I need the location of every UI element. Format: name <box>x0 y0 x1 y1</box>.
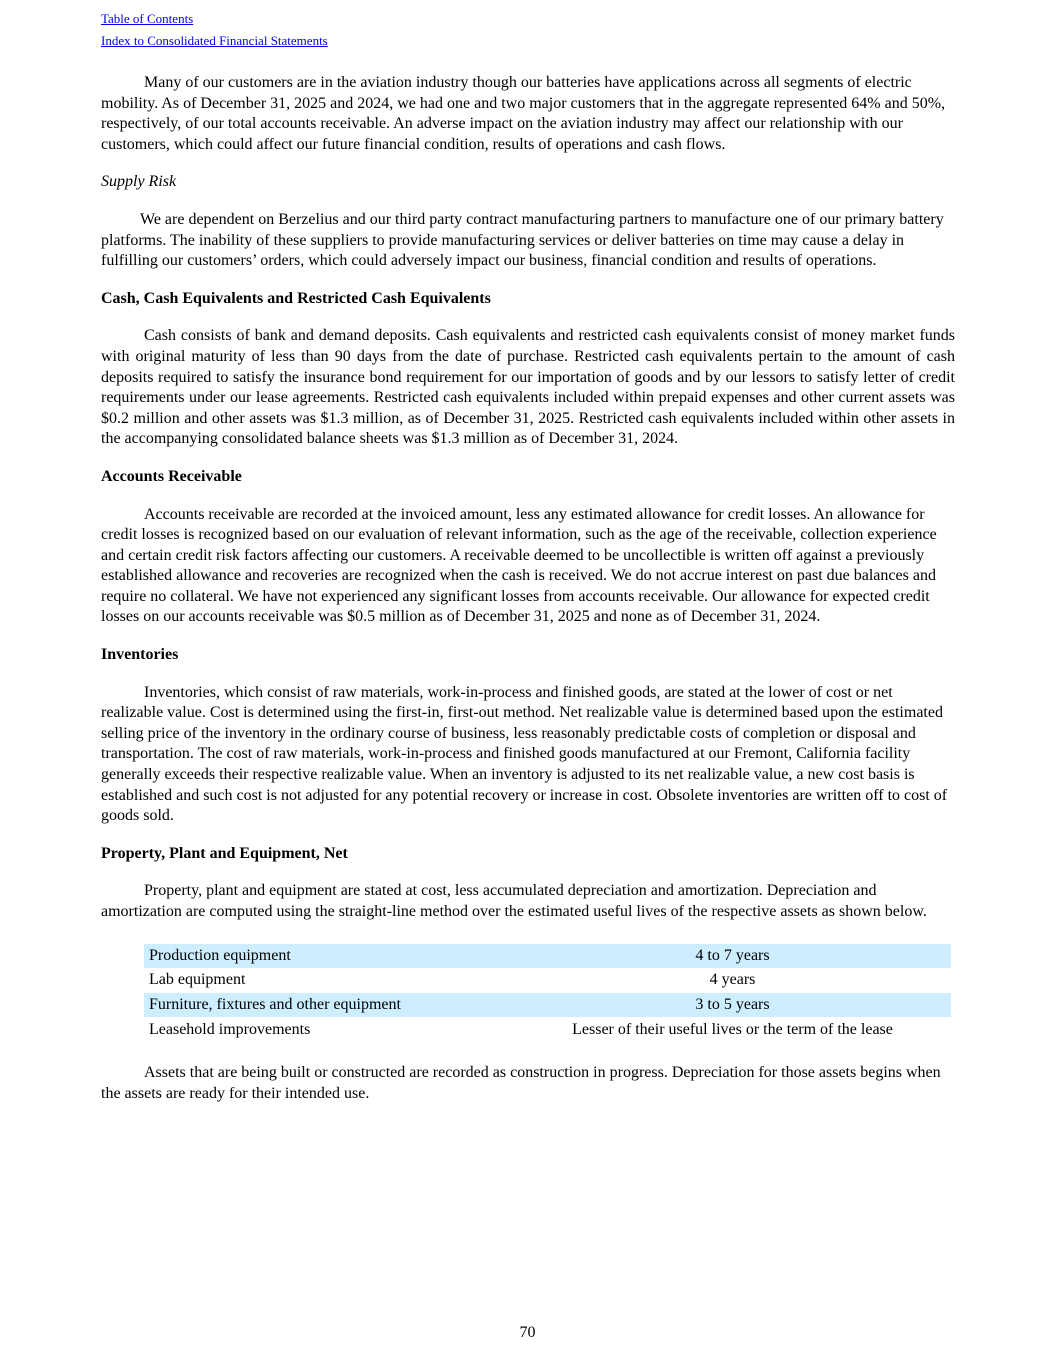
table-row <box>144 993 951 1018</box>
navigation-links <box>101 0 955 52</box>
useful-life-cell: 3 to 5 years <box>514 993 951 1018</box>
cash-heading: Cash, Cash Equivalents and Restricted Cash Equivalents <box>101 289 491 307</box>
asset-class-cell: Production equipment <box>144 944 514 969</box>
inventories-paragraph: Inventories, which consist of raw materials, work-in-process and finished goods, are stated at the lower of cost or net realizable value. Cost is determined using the first-in, first-out method. Net realizable value is determined based upon the estimated selling price of the inventory in the ordinary course of business, less reasonably predictable costs of completion or disposal and transportation. The cost of raw materials, work-in-process and finished goods manufactured at our Fremont, California facility generally exceeds their respective realizable value. When an inventory is adjusted to its net realizable value, a new cost basis is established and such cost is not adjusted for any potential recovery or increase in cost. Obsolete inventories are written off to cost of goods sold. <box>101 683 948 825</box>
concentration-paragraph: Many of our customers are in the aviation industry though our batteries have applications across all segments of electric mobility. As of December 31, 2025 and 2024, we had one and two major customers that in the aggregate represented 64% and 50%, respectively, of our total accounts receivable. An adverse impact on the aviation industry may affect our relationship with our customers, which could affect our future financial condition, results of operations and cash flows. <box>101 74 946 153</box>
useful-life-cell: Lesser of their useful lives or the term of the lease <box>572 1020 893 1038</box>
asset-class-cell: Furniture, fixtures and other equipment <box>144 993 514 1018</box>
useful-lives-table-wrapper <box>101 944 955 1042</box>
accounts-receivable-heading: Accounts Receivable <box>101 467 242 485</box>
table-row <box>144 944 951 969</box>
ppe-heading: Property, Plant and Equipment, Net <box>101 844 348 862</box>
asset-class-cell: Lab equipment <box>149 971 246 989</box>
document-page <box>101 0 955 1104</box>
inventories-heading: Inventories <box>101 646 179 664</box>
index-to-financial-statements-link[interactable]: Index to Consolidated Financial Statements <box>101 33 328 48</box>
useful-lives-table <box>144 944 951 1042</box>
construction-in-progress-paragraph: Assets that are being built or constructed are recorded as construction in progress. Depreciation for those assets begins when the assets are ready for their intended use. <box>101 1063 941 1102</box>
table-of-contents-link[interactable]: Table of Contents <box>101 11 194 26</box>
table-row <box>144 968 951 993</box>
accounts-receivable-paragraph: Accounts receivable are recorded at the invoiced amount, less any estimated allowance for credit losses. An allowance for credit losses is recognized based on our evaluation of relevant information, such as the age of the receivable, collection experience and certain credit risk factors affecting our customers. A receivable deemed to be uncollectible is written off against a previously established allowance and recoveries are recognized when the cash is received. We do not accrue interest on past due balances and require no collateral. We have not experienced any significant losses from accounts receivable. Our allowance for expected credit losses on our accounts receivable was $0.5 million as of December 31, 2025 and none as of December 31, 2024. <box>101 505 937 626</box>
ppe-paragraph: Property, plant and equipment are stated at cost, less accumulated depreciation and amortization. Depreciation and amortization are computed using the straight-line method over the estimated useful lives of the respective assets as shown below. <box>101 882 927 920</box>
cash-paragraph: Cash consists of bank and demand deposits. Cash equivalents and restricted cash equivalents consist of money market funds with original maturity of less than 90 days from the date of purchase. Restricted cash equivalents pertain to the amount of cash deposits required to satisfy the insurance bond requirement for our importation of goods and by our lessors to satisfy letter of credit requirements under our lease agreements. Restricted cash equivalents included within prepaid expenses and other current assets was $0.2 million and other assets was $1.3 million, as of December 31, 2025. Restricted cash equivalents included within other assets in the accompanying consolidated balance sheets was $1.3 million as of December 31, 2024. <box>101 327 955 448</box>
supply-risk-heading: Supply Risk <box>101 173 177 191</box>
useful-life-cell: 4 to 7 years <box>514 944 951 969</box>
supply-risk-paragraph: We are dependent on Berzelius and our third party contract manufacturing partners to manufacture one of our primary battery platforms. The inability of these suppliers to provide manufacturing services or deliver batteries on time may cause a delay in fulfilling our customers’ orders, which could adversely impact our business, financial condition and results of operations. <box>101 210 944 270</box>
asset-class-cell: Leasehold improvements <box>149 1020 311 1038</box>
table-row <box>144 1017 951 1042</box>
useful-life-cell: 4 years <box>709 971 756 989</box>
page-number: 70 <box>519 1324 536 1341</box>
